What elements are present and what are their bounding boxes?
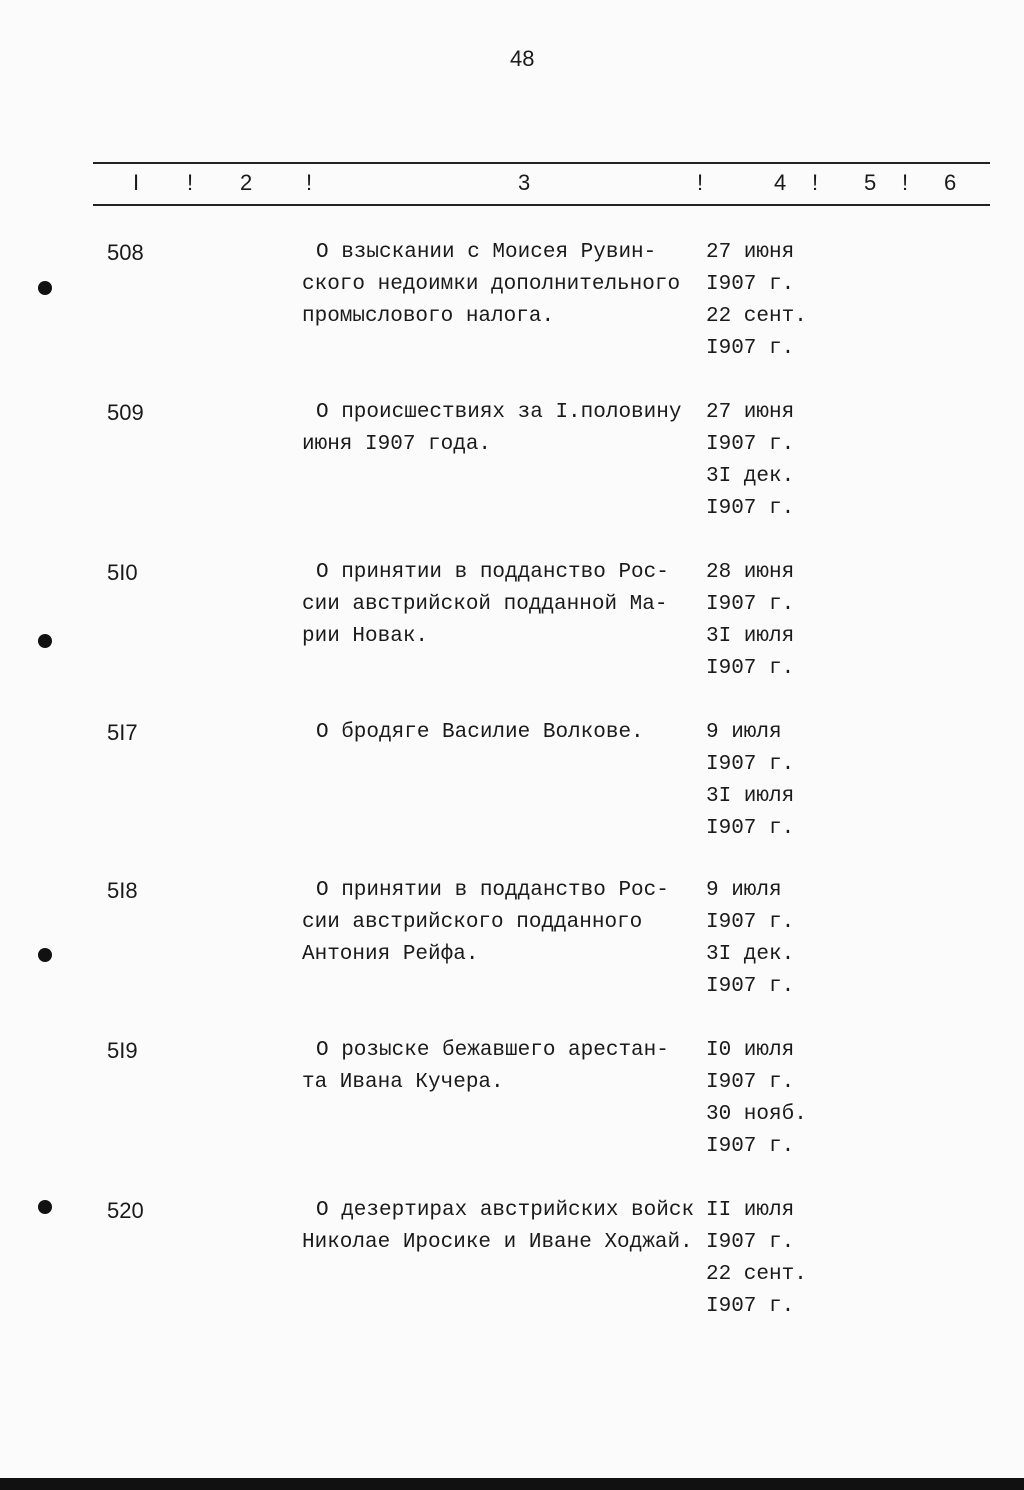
entry-description — [302, 237, 680, 333]
description-line: Антония Рейфа. — [302, 943, 479, 966]
date-line: 9 июля — [706, 879, 782, 902]
entry-number: 5I7 — [107, 720, 138, 745]
entry-number: 5I8 — [107, 878, 138, 903]
entry-description — [302, 875, 669, 971]
description-line: О розыске бежавшего арестан- — [316, 1039, 669, 1062]
entry-description — [302, 557, 669, 653]
entry-number: 508 — [107, 240, 144, 265]
entry-number: 5I0 — [107, 560, 138, 585]
header-top-rule — [93, 162, 990, 164]
description-line: О принятии в подданство Рос- — [316, 879, 669, 902]
entry-description — [302, 1035, 669, 1099]
date-line: 28 июня — [706, 561, 795, 584]
date-line: I907 г. — [706, 1231, 795, 1254]
punch-hole — [38, 948, 52, 962]
date-line: I907 г. — [706, 975, 795, 998]
date-line: 27 июня — [706, 241, 795, 264]
entry-dates — [706, 1035, 807, 1163]
entry-description — [302, 1195, 694, 1259]
column-header-4: 4 — [774, 170, 787, 195]
description-line: О бродяге Василие Волкове. — [316, 721, 644, 744]
date-line: I907 г. — [706, 753, 795, 776]
date-line: 27 июня — [706, 401, 795, 424]
date-line: 30 нояб. — [706, 1103, 807, 1126]
description-line: промыслового налога. — [302, 305, 555, 328]
date-line: I907 г. — [706, 1295, 795, 1318]
description-line: ского недоимки дополнительного — [302, 273, 681, 296]
column-separator: ! — [902, 170, 909, 195]
punch-hole — [38, 634, 52, 648]
column-separator: ! — [697, 170, 704, 195]
date-line: I907 г. — [706, 497, 795, 520]
scan-edge-bar — [0, 1478, 1024, 1490]
description-line: та Ивана Кучера. — [302, 1071, 504, 1094]
entry-dates — [706, 1195, 807, 1323]
description-line: июня I907 года. — [302, 433, 492, 456]
date-line: I907 г. — [706, 911, 795, 934]
date-line: I907 г. — [706, 817, 795, 840]
description-line: О происшествиях за I.половину — [316, 401, 682, 424]
entry-dates — [706, 557, 794, 685]
column-header-1: I — [133, 170, 140, 195]
column-header-3: 3 — [518, 170, 531, 195]
description-line: О принятии в подданство Рос- — [316, 561, 669, 584]
description-line: Николае Иросике и Иване Ходжай. — [302, 1231, 693, 1254]
header-bottom-rule — [93, 204, 990, 206]
date-line: 22 сент. — [706, 1263, 807, 1286]
date-line: I0 июля — [706, 1039, 795, 1062]
entry-dates — [706, 237, 807, 365]
date-line: 3I дек. — [706, 943, 795, 966]
description-line: О дезертирах австрийских войск — [316, 1199, 695, 1222]
column-header-6: 6 — [944, 170, 957, 195]
column-separator: ! — [306, 170, 313, 195]
date-line: 3I июля — [706, 785, 795, 808]
date-line: I907 г. — [706, 593, 795, 616]
page-number: 48 — [510, 46, 535, 71]
date-line: I907 г. — [706, 273, 795, 296]
column-separator: ! — [187, 170, 194, 195]
description-line: сии австрийского подданного — [302, 911, 643, 934]
date-line: I907 г. — [706, 1135, 795, 1158]
column-header-5: 5 — [864, 170, 877, 195]
entry-dates — [706, 875, 794, 1003]
column-separator: ! — [812, 170, 819, 195]
date-line: 9 июля — [706, 721, 782, 744]
date-line: I907 г. — [706, 1071, 795, 1094]
description-line: сии австрийской подданной Ма- — [302, 593, 668, 616]
entry-number: 509 — [107, 400, 144, 425]
entry-description — [302, 717, 644, 749]
column-header-2: 2 — [240, 170, 253, 195]
description-line: О взыскании с Моисея Рувин- — [316, 241, 657, 264]
entry-dates — [706, 397, 794, 525]
punch-hole — [38, 1200, 52, 1214]
description-line: рии Новак. — [302, 625, 429, 648]
date-line: 3I дек. — [706, 465, 795, 488]
date-line: I907 г. — [706, 337, 795, 360]
entry-number: 5I9 — [107, 1038, 138, 1063]
date-line: 3I июля — [706, 625, 795, 648]
punch-hole — [38, 281, 52, 295]
entry-number: 520 — [107, 1198, 144, 1223]
date-line: I907 г. — [706, 657, 795, 680]
date-line: I907 г. — [706, 433, 795, 456]
date-line: II июля — [706, 1199, 795, 1222]
entry-dates — [706, 717, 794, 845]
entry-description — [302, 397, 681, 461]
date-line: 22 сент. — [706, 305, 807, 328]
